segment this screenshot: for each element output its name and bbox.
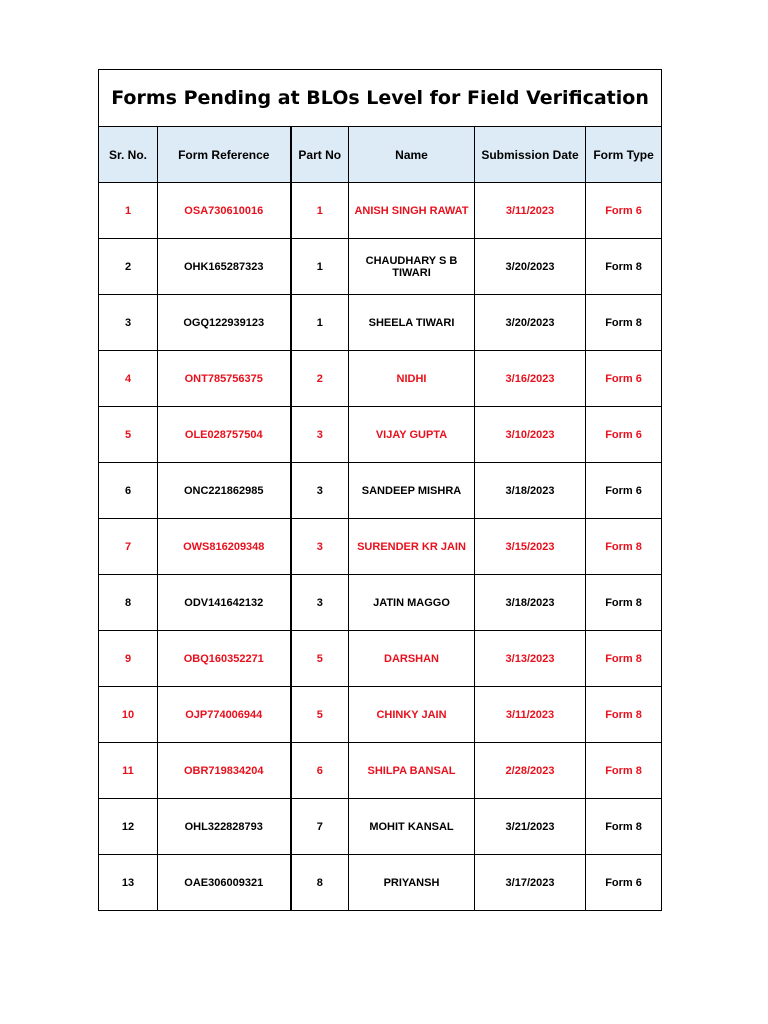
cell-part-no: 6 [291, 743, 349, 799]
cell-name: JATIN MAGGO [349, 575, 475, 631]
cell-sr-no: 5 [99, 407, 158, 463]
cell-name: SHILPA BANSAL [349, 743, 475, 799]
table-row [99, 519, 662, 575]
cell-part-no: 3 [291, 463, 349, 519]
cell-form-reference: OBQ160352271 [158, 631, 291, 687]
cell-submission-date: 3/21/2023 [475, 799, 586, 855]
table-row [99, 295, 662, 351]
cell-name: SANDEEP MISHRA [349, 463, 475, 519]
cell-form-type: Form 8 [586, 239, 662, 295]
table-row [99, 351, 662, 407]
cell-part-no: 2 [291, 351, 349, 407]
cell-part-no: 8 [291, 855, 349, 911]
table-row [99, 407, 662, 463]
column-header-sr-no: Sr. No. [99, 127, 158, 183]
cell-form-reference: ONC221862985 [158, 463, 291, 519]
column-header-submission-date: Submission Date [475, 127, 586, 183]
column-header-part-no: Part No [291, 127, 349, 183]
table-row [99, 687, 662, 743]
cell-submission-date: 3/10/2023 [475, 407, 586, 463]
cell-form-reference: ODV141642132 [158, 575, 291, 631]
cell-sr-no: 9 [99, 631, 158, 687]
cell-sr-no: 1 [99, 183, 158, 239]
cell-part-no: 5 [291, 687, 349, 743]
cell-part-no: 7 [291, 799, 349, 855]
cell-submission-date: 3/13/2023 [475, 631, 586, 687]
cell-form-type: Form 6 [586, 463, 662, 519]
cell-form-type: Form 6 [586, 183, 662, 239]
cell-sr-no: 3 [99, 295, 158, 351]
cell-form-type: Form 6 [586, 855, 662, 911]
cell-form-reference: OSA730610016 [158, 183, 291, 239]
cell-form-reference: OHL322828793 [158, 799, 291, 855]
cell-submission-date: 3/18/2023 [475, 575, 586, 631]
cell-submission-date: 3/15/2023 [475, 519, 586, 575]
table-row [99, 463, 662, 519]
table-row [99, 799, 662, 855]
table-row [99, 183, 662, 239]
cell-form-type: Form 8 [586, 519, 662, 575]
cell-form-type: Form 8 [586, 687, 662, 743]
cell-sr-no: 8 [99, 575, 158, 631]
cell-sr-no: 4 [99, 351, 158, 407]
cell-form-reference: OWS816209348 [158, 519, 291, 575]
cell-form-type: Form 6 [586, 351, 662, 407]
cell-form-type: Form 6 [586, 407, 662, 463]
cell-part-no: 5 [291, 631, 349, 687]
cell-form-type: Form 8 [586, 743, 662, 799]
cell-name: CHINKY JAIN [349, 687, 475, 743]
cell-name: NIDHI [349, 351, 475, 407]
table-header-row [99, 127, 662, 183]
cell-name: CHAUDHARY S B TIWARI [349, 239, 475, 295]
cell-form-type: Form 8 [586, 799, 662, 855]
cell-submission-date: 3/16/2023 [475, 351, 586, 407]
pending-forms-table-wrap [98, 69, 661, 911]
cell-sr-no: 2 [99, 239, 158, 295]
cell-name: SURENDER KR JAIN [349, 519, 475, 575]
cell-form-reference: OLE028757504 [158, 407, 291, 463]
table-row [99, 631, 662, 687]
cell-name: DARSHAN [349, 631, 475, 687]
column-header-form-reference: Form Reference [158, 127, 291, 183]
cell-form-reference: OHK165287323 [158, 239, 291, 295]
cell-sr-no: 13 [99, 855, 158, 911]
table-row [99, 575, 662, 631]
cell-sr-no: 11 [99, 743, 158, 799]
cell-part-no: 1 [291, 183, 349, 239]
cell-form-reference: ONT785756375 [158, 351, 291, 407]
cell-part-no: 3 [291, 519, 349, 575]
cell-form-type: Form 8 [586, 295, 662, 351]
cell-form-reference: OGQ122939123 [158, 295, 291, 351]
cell-submission-date: 2/28/2023 [475, 743, 586, 799]
cell-form-reference: OAE306009321 [158, 855, 291, 911]
cell-name: ANISH SINGH RAWAT [349, 183, 475, 239]
cell-name: PRIYANSH [349, 855, 475, 911]
cell-sr-no: 7 [99, 519, 158, 575]
table-row [99, 855, 662, 911]
cell-form-type: Form 8 [586, 631, 662, 687]
cell-sr-no: 12 [99, 799, 158, 855]
cell-submission-date: 3/20/2023 [475, 239, 586, 295]
cell-sr-no: 10 [99, 687, 158, 743]
cell-part-no: 1 [291, 239, 349, 295]
table-row [99, 743, 662, 799]
cell-sr-no: 6 [99, 463, 158, 519]
cell-submission-date: 3/18/2023 [475, 463, 586, 519]
cell-part-no: 3 [291, 575, 349, 631]
table-body [99, 183, 662, 911]
cell-form-reference: OBR719834204 [158, 743, 291, 799]
cell-form-type: Form 8 [586, 575, 662, 631]
column-header-form-type: Form Type [586, 127, 662, 183]
table-row [99, 239, 662, 295]
cell-submission-date: 3/17/2023 [475, 855, 586, 911]
table-title: Forms Pending at BLOs Level for Field Verification [99, 70, 662, 127]
cell-part-no: 3 [291, 407, 349, 463]
cell-name: SHEELA TIWARI [349, 295, 475, 351]
pending-forms-table [98, 69, 662, 911]
cell-name: VIJAY GUPTA [349, 407, 475, 463]
cell-submission-date: 3/20/2023 [475, 295, 586, 351]
column-header-name: Name [349, 127, 475, 183]
cell-submission-date: 3/11/2023 [475, 183, 586, 239]
cell-submission-date: 3/11/2023 [475, 687, 586, 743]
cell-form-reference: OJP774006944 [158, 687, 291, 743]
cell-name: MOHIT KANSAL [349, 799, 475, 855]
cell-part-no: 1 [291, 295, 349, 351]
